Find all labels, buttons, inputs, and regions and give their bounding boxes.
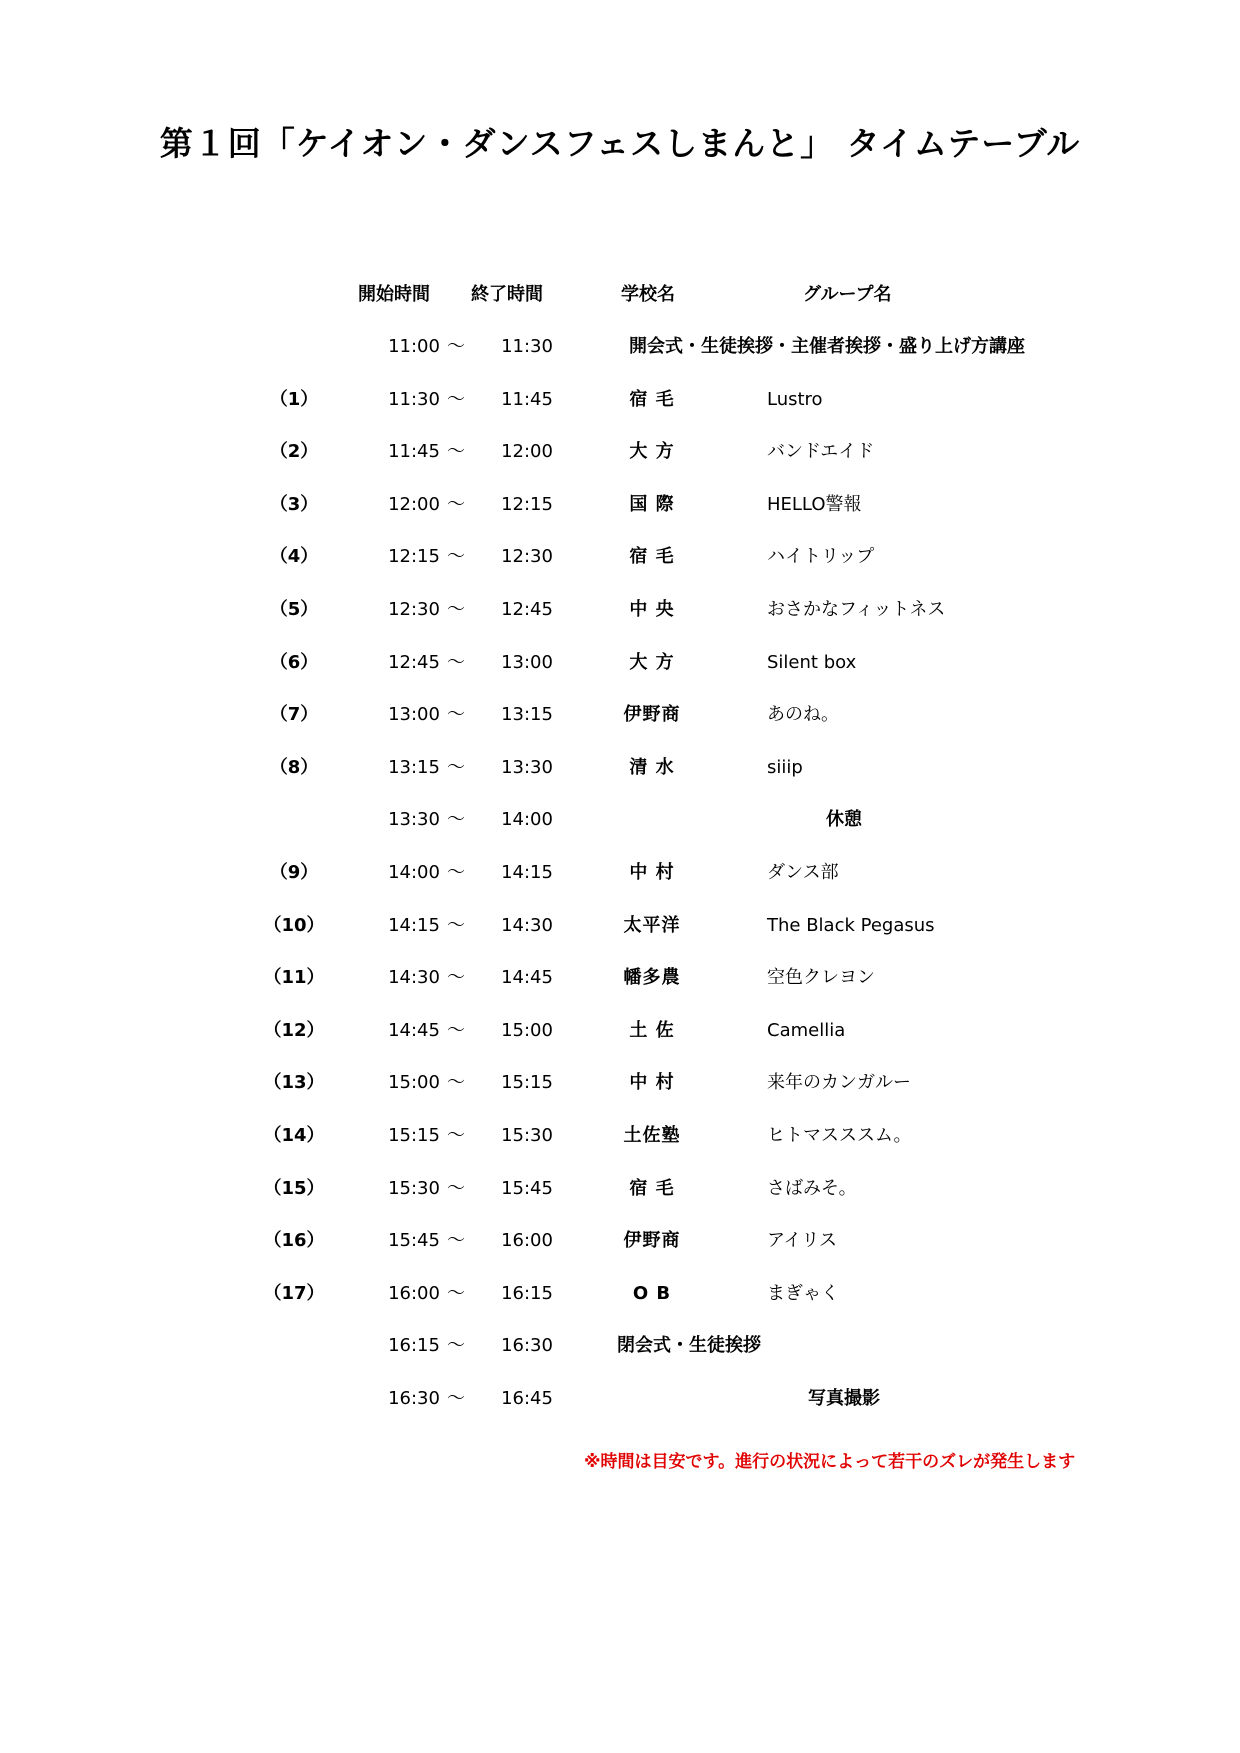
school-name: 中 央 [629, 599, 675, 620]
end-time: 12:15 [501, 494, 553, 515]
school-name: 清 水 [629, 757, 675, 778]
start-time: 15:45 [388, 1230, 440, 1251]
time-separator: ～ [447, 336, 465, 357]
time-separator: ～ [447, 967, 465, 988]
program-note: 写真撮影 [808, 1388, 880, 1409]
row-number: （12） [263, 1020, 325, 1041]
time-separator: ～ [447, 1020, 465, 1041]
start-time: 13:15 [388, 757, 440, 778]
group-name: バンドエイド [767, 441, 875, 462]
row-number: （5） [269, 599, 319, 620]
start-time: 12:45 [388, 652, 440, 673]
school-name: 大 方 [629, 441, 675, 462]
end-time: 12:00 [501, 441, 553, 462]
school-name: 土 佐 [629, 1020, 675, 1041]
row-number: （8） [269, 757, 319, 778]
start-time: 16:30 [388, 1388, 440, 1409]
start-time: 11:30 [388, 389, 440, 410]
school-name: 宿 毛 [629, 389, 675, 410]
school-name: 伊野商 [623, 1230, 681, 1251]
time-separator: ～ [447, 1335, 465, 1356]
school-name: 土佐塾 [623, 1125, 681, 1146]
row-number: （17） [263, 1283, 325, 1304]
row-number: （1） [269, 389, 319, 410]
start-time: 14:15 [388, 915, 440, 936]
group-name: ハイトリップ [767, 546, 875, 567]
start-time: 15:00 [388, 1072, 440, 1093]
group-name: ヒトマスススム。 [767, 1125, 912, 1146]
time-separator: ～ [447, 1388, 465, 1409]
group-name: The Black Pegasus [767, 915, 935, 936]
group-name: あのね。 [767, 704, 839, 725]
row-number: （9） [269, 862, 319, 883]
end-time: 16:00 [501, 1230, 553, 1251]
row-number: （14） [263, 1125, 325, 1146]
start-time: 11:45 [388, 441, 440, 462]
program-note: 休憩 [826, 809, 862, 830]
group-name: ダンス部 [767, 862, 839, 883]
start-time: 14:30 [388, 967, 440, 988]
group-name: さばみそ。 [767, 1178, 857, 1199]
group-name: 来年のカンガルー [767, 1072, 911, 1093]
group-name: HELLO警報 [767, 494, 862, 515]
end-time: 16:15 [501, 1283, 553, 1304]
start-time: 12:00 [388, 494, 440, 515]
row-number: （7） [269, 704, 319, 725]
time-separator: ～ [447, 494, 465, 515]
row-number: （11） [263, 967, 325, 988]
group-name: アイリス [767, 1230, 838, 1251]
start-time: 12:30 [388, 599, 440, 620]
time-separator: ～ [447, 862, 465, 883]
end-time: 11:30 [501, 336, 553, 357]
header-end-time: 終了時間 [471, 284, 543, 305]
program-note: 閉会式・生徒挨拶 [617, 1335, 761, 1356]
school-name: 国 際 [629, 494, 675, 515]
start-time: 11:00 [388, 336, 440, 357]
start-time: 13:00 [388, 704, 440, 725]
school-name: 太平洋 [623, 915, 681, 936]
row-number: （10） [263, 915, 325, 936]
end-time: 15:30 [501, 1125, 553, 1146]
row-number: （2） [269, 441, 319, 462]
page-title: 第１回「ケイオン・ダンスフェスしまんと」 タイムテーブル [159, 124, 1081, 163]
row-number: （16） [263, 1230, 325, 1251]
end-time: 13:15 [501, 704, 553, 725]
end-time: 15:00 [501, 1020, 553, 1041]
row-number: （6） [269, 652, 319, 673]
group-name: 空色クレヨン [767, 967, 875, 988]
time-separator: ～ [447, 915, 465, 936]
end-time: 12:30 [501, 546, 553, 567]
school-name: 幡多農 [623, 967, 681, 988]
end-time: 15:15 [501, 1072, 553, 1093]
group-name: おさかなフィットネス [767, 599, 946, 620]
time-separator: ～ [447, 652, 465, 673]
school-name: 大 方 [629, 652, 675, 673]
start-time: 13:30 [388, 809, 440, 830]
time-separator: ～ [447, 1125, 465, 1146]
start-time: 14:00 [388, 862, 440, 883]
group-name: Silent box [767, 652, 857, 673]
time-separator: ～ [447, 389, 465, 410]
start-time: 16:00 [388, 1283, 440, 1304]
school-name: 伊野商 [623, 704, 681, 725]
time-separator: ～ [447, 1283, 465, 1304]
time-separator: ～ [447, 599, 465, 620]
time-separator: ～ [447, 441, 465, 462]
end-time: 14:15 [501, 862, 553, 883]
program-note: 開会式・生徒挨拶・主催者挨拶・盛り上げ方講座 [629, 336, 1025, 357]
end-time: 15:45 [501, 1178, 553, 1199]
start-time: 15:30 [388, 1178, 440, 1199]
start-time: 12:15 [388, 546, 440, 567]
end-time: 14:45 [501, 967, 553, 988]
end-time: 12:45 [501, 599, 553, 620]
school-name: O B [632, 1283, 672, 1304]
footnote: ※時間は目安です。進行の状況によって若干のズレが発生します [584, 1452, 1076, 1472]
end-time: 11:45 [501, 389, 553, 410]
header-start-time: 開始時間 [358, 284, 430, 305]
end-time: 13:00 [501, 652, 553, 673]
time-separator: ～ [447, 1072, 465, 1093]
time-separator: ～ [447, 757, 465, 778]
start-time: 14:45 [388, 1020, 440, 1041]
time-separator: ～ [447, 546, 465, 567]
group-name: まぎゃく [767, 1283, 839, 1304]
group-name: Lustro [767, 389, 823, 410]
time-separator: ～ [447, 704, 465, 725]
start-time: 15:15 [388, 1125, 440, 1146]
end-time: 14:30 [501, 915, 553, 936]
start-time: 16:15 [388, 1335, 440, 1356]
time-separator: ～ [447, 809, 465, 830]
end-time: 13:30 [501, 757, 553, 778]
school-name: 宿 毛 [629, 1178, 675, 1199]
row-number: （13） [263, 1072, 325, 1093]
end-time: 16:45 [501, 1388, 553, 1409]
header-school: 学校名 [621, 284, 675, 305]
group-name: siiip [767, 757, 803, 778]
end-time: 14:00 [501, 809, 553, 830]
school-name: 中 村 [629, 862, 675, 883]
row-number: （4） [269, 546, 319, 567]
end-time: 16:30 [501, 1335, 553, 1356]
row-number: （15） [263, 1178, 325, 1199]
time-separator: ～ [447, 1178, 465, 1199]
header-group: グループ名 [803, 284, 892, 305]
time-separator: ～ [447, 1230, 465, 1251]
school-name: 中 村 [629, 1072, 675, 1093]
school-name: 宿 毛 [629, 546, 675, 567]
row-number: （3） [269, 494, 319, 515]
group-name: Camellia [767, 1020, 846, 1041]
